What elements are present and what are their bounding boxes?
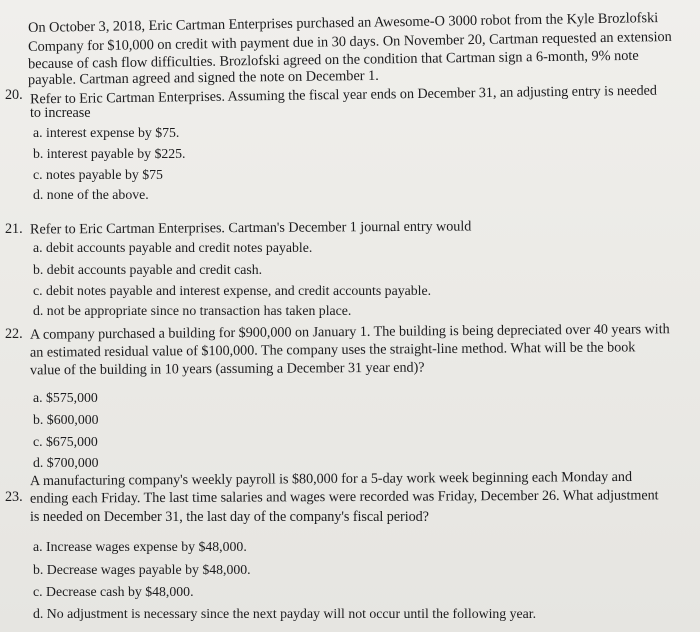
- question-text-line: Refer to Eric Cartman Enterprises. Assuming the fiscal year ends on December 31, an adjusting entry is needed: [29, 82, 657, 108]
- question-number: 22.: [5, 326, 23, 342]
- answer-option: c. notes payable by $75: [33, 167, 163, 182]
- intro-line: payable. Cartman agreed and signed the note on December 1.: [27, 67, 379, 89]
- question-text-line: A manufacturing company's weekly payroll is $80,000 for a 5-day work week beginning each Monday and: [29, 468, 633, 490]
- answer-option: d. No adjustment is necessary since the next payday will not occur until the following year.: [33, 606, 537, 621]
- question-text-line: ending each Friday. The last time salaries and wages were recorded was Friday, December 26. What adjustment: [29, 487, 659, 507]
- answer-option: c. $675,000: [33, 434, 98, 449]
- intro-line: On October 3, 2018, Eric Cartman Enterprises purchased an Awesome-O 3000 robot from the Kyle Brozlofski: [27, 10, 659, 36]
- answer-option: a. debit accounts payable and credit notes payable.: [33, 240, 313, 255]
- question-text-line: value of the building in 10 years (assuming a December 31 year end)?: [29, 359, 425, 379]
- question-text-line: an estimated residual value of $100,000. The company uses the straight-line method. What will be the book: [29, 339, 636, 361]
- answer-option: a. interest expense by $75.: [33, 125, 180, 140]
- answer-option: c. Decrease cash by $48,000.: [33, 584, 194, 599]
- answer-option: d. $700,000: [33, 455, 99, 470]
- question-number: 21.: [5, 221, 23, 237]
- answer-option: b. Decrease wages payable by $48,000.: [33, 562, 251, 577]
- question-text-line: Refer to Eric Cartman Enterprises. Cartman's December 1 journal entry would: [29, 218, 472, 238]
- question-number: 23.: [5, 489, 23, 505]
- answer-option: d. not be appropriate since no transaction has taken place.: [33, 303, 352, 318]
- answer-option: b. debit accounts payable and credit cash.: [33, 262, 263, 277]
- question-number: 20.: [5, 87, 23, 103]
- answer-option: a. Increase wages expense by $48,000.: [33, 539, 247, 554]
- intro-line: Company for $10,000 on credit with payment due in 30 days. On November 20, Cartman requested an extension: [27, 28, 672, 56]
- answer-option: b. $600,000: [33, 412, 99, 427]
- intro-line: because of cash flow difficulties. Brozlofski agreed on the condition that Cartman sign a 6-month, 9% note: [27, 47, 639, 73]
- question-text-line: to increase: [30, 105, 91, 121]
- answer-option: d. none of the above.: [33, 187, 149, 202]
- question-text-line: is needed on December 31, the last day of the company's fiscal period?: [30, 509, 429, 525]
- answer-option: b. interest payable by $225.: [33, 146, 186, 161]
- answer-option: a. $575,000: [33, 390, 98, 405]
- answer-option: c. debit notes payable and interest expense, and credit accounts payable.: [33, 283, 432, 298]
- question-text-line: A company purchased a building for $900,000 on January 1. The building is being depreciated over 40 years with: [29, 321, 670, 343]
